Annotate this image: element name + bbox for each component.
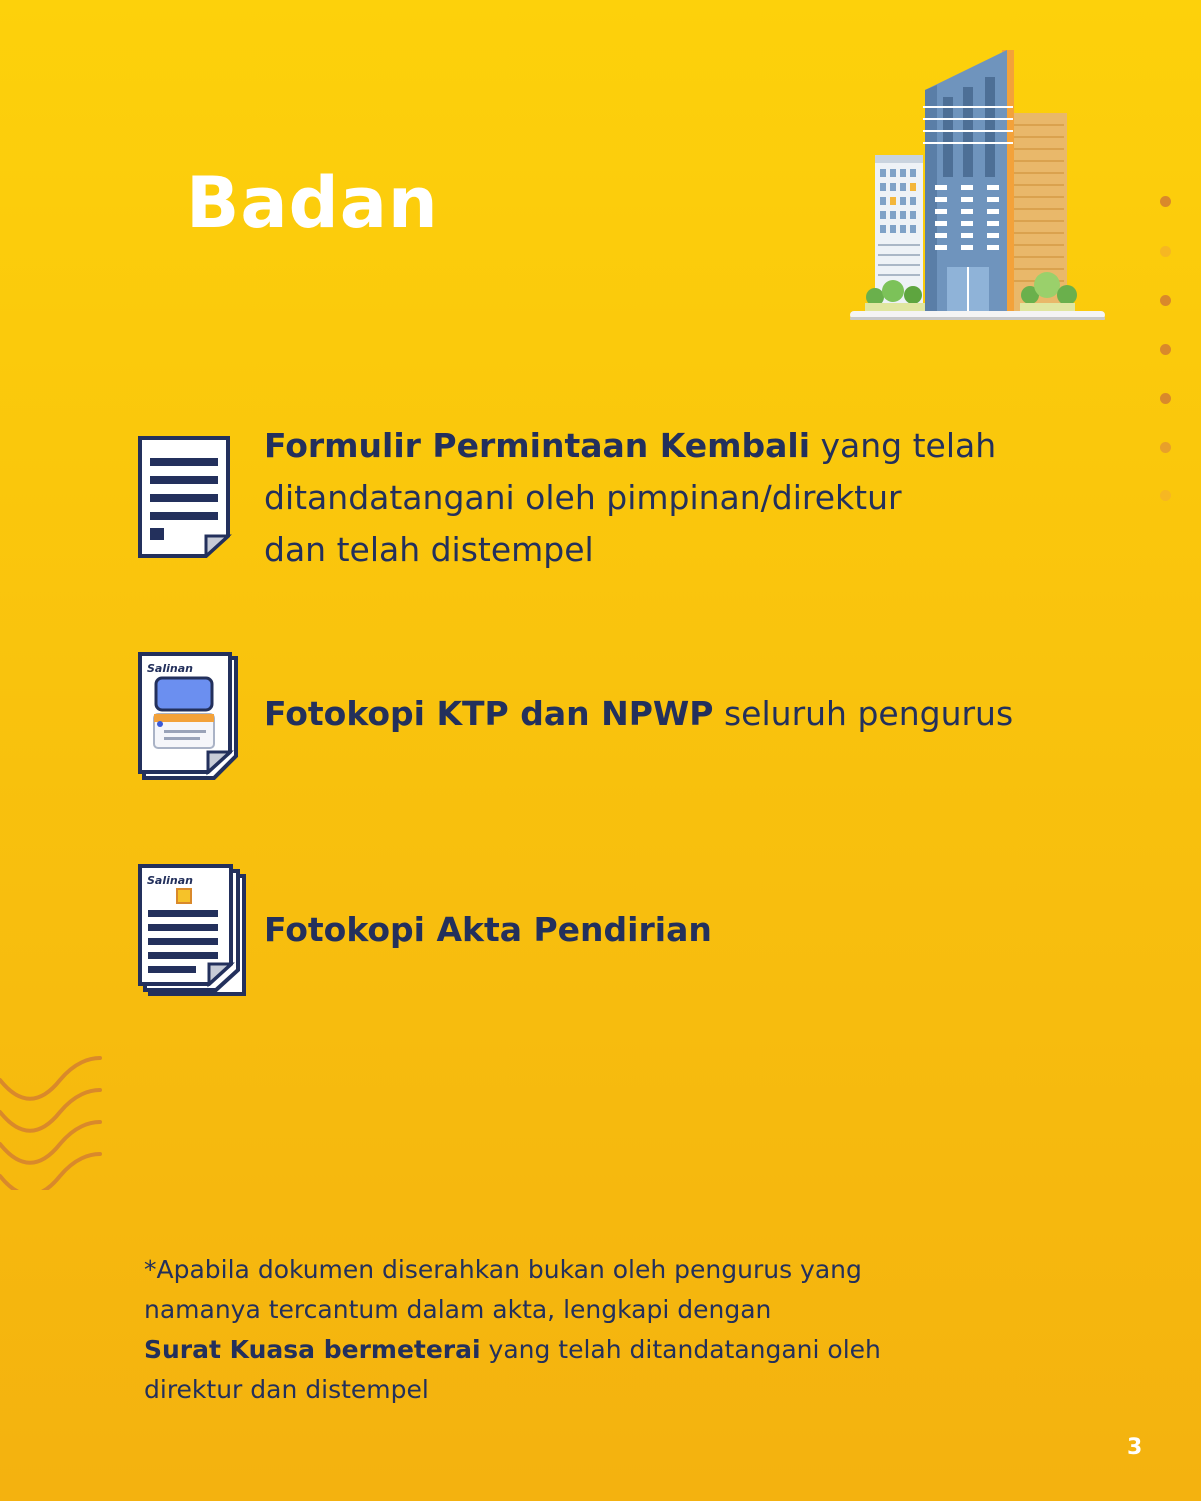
footnote-line bbox=[144, 1330, 1044, 1370]
footnote bbox=[144, 1250, 1044, 1410]
dot-icon bbox=[1160, 295, 1171, 306]
page-number: 3 bbox=[1127, 1435, 1143, 1460]
requirement-rest: seluruh pengurus bbox=[713, 694, 1014, 733]
id-card-copy-icon bbox=[138, 652, 238, 780]
footnote-line: namanya tercantum dalam akta, lengkapi dengan bbox=[144, 1295, 772, 1324]
decorative-waves bbox=[0, 1050, 110, 1190]
decorative-dots bbox=[1158, 196, 1174, 506]
requirement-text-3 bbox=[264, 904, 712, 956]
requirement-bold: Fotokopi Akta Pendirian bbox=[264, 910, 712, 949]
requirement-text-2 bbox=[264, 688, 1013, 740]
copy-label: Salinan bbox=[147, 874, 193, 887]
dot-icon bbox=[1160, 246, 1171, 257]
footnote-bold: Surat Kuasa bermeterai bbox=[144, 1335, 481, 1364]
footnote-line: direktur dan distempel bbox=[144, 1375, 429, 1404]
requirement-line bbox=[264, 420, 996, 472]
requirement-line: ditandatangani oleh pimpinan/direktur bbox=[264, 478, 902, 517]
requirement-line bbox=[264, 688, 1013, 740]
deed-copy-stack-icon bbox=[138, 864, 248, 998]
copy-label: Salinan bbox=[147, 662, 193, 675]
requirement-bold: Formulir Permintaan Kembali bbox=[264, 426, 811, 465]
requirement-rest: yang telah bbox=[810, 426, 997, 465]
dot-icon bbox=[1160, 344, 1171, 355]
requirement-text-1 bbox=[264, 420, 996, 576]
dot-icon bbox=[1160, 490, 1171, 501]
requirement-bold: Fotokopi KTP dan NPWP bbox=[264, 694, 714, 733]
requirement-line bbox=[264, 904, 712, 956]
office-building-icon bbox=[845, 45, 1110, 330]
page-title: Badan bbox=[186, 162, 439, 244]
footnote-line: *Apabila dokumen diserahkan bukan oleh pengurus yang bbox=[144, 1255, 862, 1284]
footnote-rest: yang telah ditandatangani oleh bbox=[480, 1335, 881, 1364]
form-document-icon bbox=[138, 436, 232, 558]
dot-icon bbox=[1160, 196, 1171, 207]
dot-icon bbox=[1160, 442, 1171, 453]
dot-icon bbox=[1160, 393, 1171, 404]
requirement-line: dan telah distempel bbox=[264, 530, 594, 569]
